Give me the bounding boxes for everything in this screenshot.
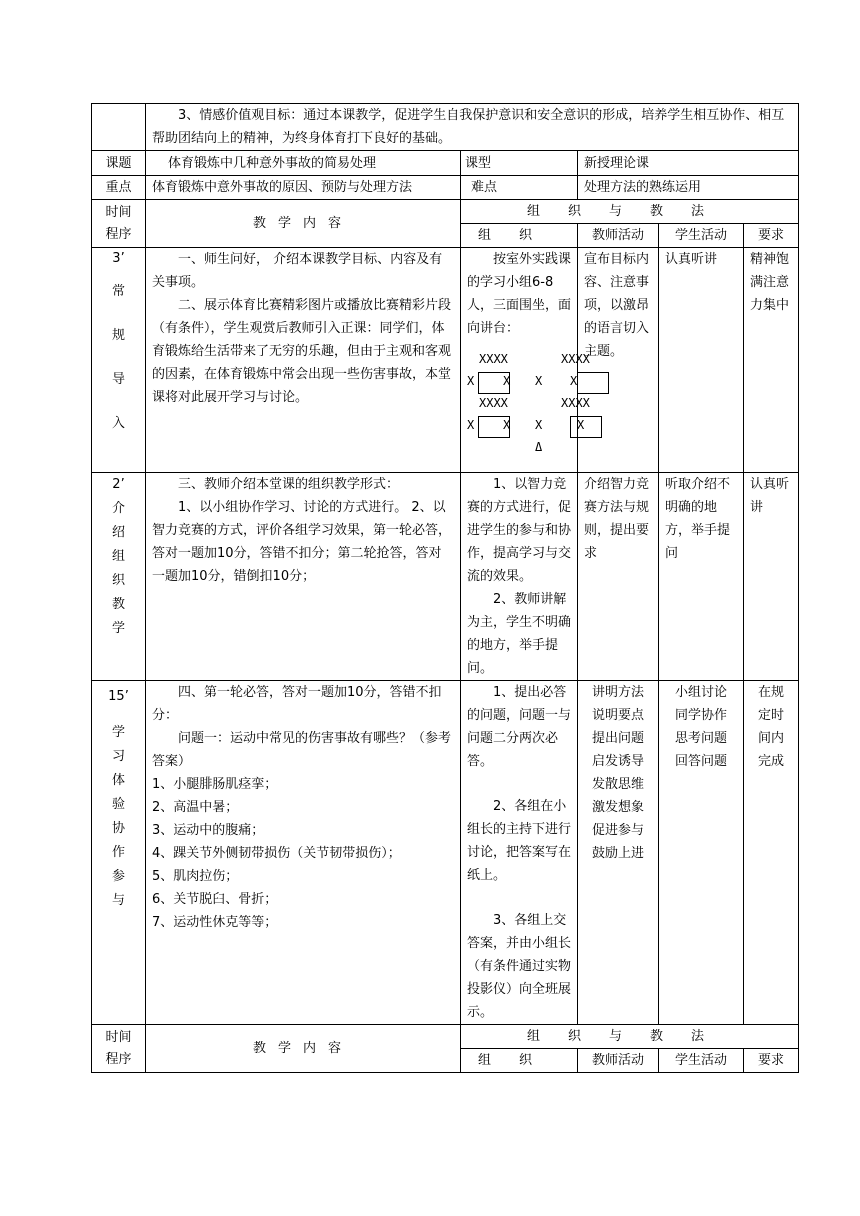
- organization-stage-char: 组: [111, 549, 125, 564]
- routine-stage-char: 规: [111, 328, 125, 343]
- answer-item: 7、运动性休克等等；: [152, 915, 278, 930]
- answer-item: 1、小腿腓肠肌痉挛；: [152, 777, 278, 792]
- organization-time-stage: [92, 473, 146, 681]
- learning-stage-char: 参: [111, 869, 125, 884]
- routine-stage-char: 入: [111, 416, 125, 431]
- organization-stage-char: 介: [111, 501, 125, 516]
- group-mark: X: [503, 374, 511, 388]
- teacher-activity-line: 说明要点: [591, 708, 644, 723]
- organization-stage-char: 学: [111, 621, 125, 636]
- goal-row: [92, 104, 799, 151]
- org-header: 组织: [461, 1049, 578, 1073]
- difficulty-value: 处理方法的熟练运用: [578, 176, 799, 200]
- answer-item: 4、踝关节外侧韧带损伤（关节韧带损伤）；: [152, 846, 401, 861]
- organization-stage-char: 教: [111, 597, 125, 612]
- content-paragraph: 二、展示体育比赛精彩图片或播放比赛精彩片段（有条件），学生观赏后教师引入正课：同学们，体育锻炼给生活带来了无穷的乐趣，但由于主观和客观的因素，在体育锻炼中常会出现一些伤害事故，本堂课将对此展开学习与讨论。: [152, 298, 452, 405]
- org-text: 1、提出必答的问题，问题一与问题二分两次必答。: [467, 685, 572, 769]
- time-header: [92, 200, 146, 248]
- desk-box: [478, 416, 510, 438]
- topic-label: 课题: [92, 151, 146, 176]
- routine-stage-char: 常: [111, 284, 125, 299]
- routine-stage-char: 导: [111, 372, 125, 387]
- section-learning-experience: [92, 681, 799, 1025]
- requirement-header: 要求: [744, 1049, 799, 1073]
- routine-time-stage: [92, 248, 146, 473]
- student-activity-line: 回答问题: [674, 754, 727, 769]
- teacher-activity-header: 教师活动: [578, 224, 659, 248]
- group-mark: XXXX: [561, 352, 590, 366]
- learning-stage-char: 验: [111, 797, 125, 812]
- learning-stage-char: 与: [111, 893, 125, 908]
- teacher-activity-line: 促进参与: [591, 823, 644, 838]
- learning-stage-char: 协: [111, 821, 125, 836]
- answer-item: 6、关节脱臼、骨折；: [152, 892, 278, 907]
- org-method-header: 组织与教法: [461, 1025, 799, 1049]
- requirement-line: 完成: [758, 754, 785, 769]
- organization-content: [146, 473, 461, 681]
- routine-requirement: 精神饱满注意力集中: [744, 248, 799, 473]
- requirement-line: 在规: [758, 685, 785, 700]
- time-header-line2: 程序: [105, 1051, 132, 1067]
- student-activity-header: 学生活动: [659, 1049, 744, 1073]
- student-activity-line: 同学协作: [674, 708, 727, 723]
- organization-requirement: 认真听讲: [744, 473, 799, 681]
- organization-time: 2’: [112, 477, 125, 492]
- type-label: 课型: [461, 151, 578, 176]
- teacher-mark: Δ: [535, 440, 543, 454]
- organization-student-activity: 听取介绍不明确的地方，举手提问: [659, 473, 744, 681]
- requirement-line: 间内: [758, 731, 785, 746]
- student-activity-line: 思考问题: [674, 731, 727, 746]
- teacher-activity-line: 激发想象: [591, 800, 644, 815]
- requirement-line: 定时: [758, 708, 785, 723]
- time-header-line2: 程序: [105, 226, 132, 242]
- learning-stage-char: 作: [111, 845, 125, 860]
- key-row: [92, 176, 799, 200]
- content-header: 教学内容: [146, 200, 461, 248]
- desk-box: [478, 372, 510, 394]
- header-row-1: [92, 200, 799, 224]
- org-text: 3、各组上交答案，并由小组长（有条件通过实物投影仪）向全班展示。: [467, 913, 572, 1020]
- answer-item: 2、高温中暑；: [152, 800, 239, 815]
- routine-organization: [461, 248, 590, 473]
- teacher-activity-line: 提出问题: [591, 731, 644, 746]
- routine-teacher-activity: 宣布目标内容、注意事项，以激昂的语言切入主题。: [578, 248, 659, 473]
- group-mark: XXXX: [479, 352, 508, 366]
- learning-stage-char: 学: [111, 725, 125, 740]
- group-mark: XXXX: [561, 396, 590, 410]
- learning-organization: [461, 681, 578, 1025]
- teacher-activity-line: 发散思维: [591, 777, 644, 792]
- learning-stage-char: 体: [111, 773, 125, 788]
- routine-content: [146, 248, 461, 473]
- footer-header-row-1: [92, 1025, 799, 1049]
- learning-content: [146, 681, 461, 1025]
- learning-time-stage: [92, 681, 146, 1025]
- group-mark: X: [467, 374, 475, 388]
- learning-requirement: [744, 681, 799, 1025]
- content-paragraph: 四、第一轮必答，答对一题加10分，答错不扣分：: [152, 685, 442, 723]
- student-activity-header: 学生活动: [659, 224, 744, 248]
- content-paragraph: 1、以小组协作学习、讨论的方式进行。 2、以智力竞赛的方式，评价各组学习效果，第一轮必答，答对一题加10分，答错不扣分；第二轮抢答，答对一题加10分，错倒扣10分；: [152, 500, 452, 584]
- teacher-activity-line: 启发诱导: [591, 754, 644, 769]
- teacher-activity-header: 教师活动: [578, 1049, 659, 1073]
- key-label: 重点: [92, 176, 146, 200]
- answer-item: 5、肌肉拉伤；: [152, 869, 239, 884]
- group-mark: X: [467, 418, 475, 432]
- org-text: 1、以智力竞赛的方式进行，促进学生的参与和协作，提高学习与交流的效果。: [467, 477, 572, 584]
- desk-box: [570, 416, 602, 438]
- seating-diagram: [467, 348, 590, 458]
- learning-teacher-activity: [578, 681, 659, 1025]
- key-value: 体育锻炼中意外事故的原因、预防与处理方法: [146, 176, 461, 200]
- content-paragraph: 一、师生问好， 介绍本课教学目标、内容及有关事项。: [152, 252, 443, 290]
- goal-empty-cell: [92, 104, 146, 151]
- section-routine-intro: [92, 248, 799, 473]
- affective-goal: 3、情感价值观目标：通过本课教学，促进学生自我保护意识和安全意识的形成，培养学生相互协作、相互帮助团结向上的精神，为终身体育打下良好的基础。: [146, 104, 799, 151]
- time-header-line1: 时间: [105, 1029, 132, 1045]
- learning-student-activity: [659, 681, 744, 1025]
- learning-time: 15’: [108, 689, 129, 704]
- student-activity-line: 小组讨论: [674, 685, 727, 700]
- routine-time: 3’: [112, 251, 125, 266]
- lesson-plan-table: [91, 103, 799, 1073]
- topic-value: 体育锻炼中几种意外事故的简易处理: [146, 151, 461, 176]
- organization-organization: [461, 473, 578, 681]
- desk-box: [577, 372, 609, 394]
- org-text: 2、教师讲解为主，学生不明确的地方，举手提问。: [467, 592, 572, 676]
- answer-item: 3、运动中的腹痛；: [152, 823, 265, 838]
- topic-row: [92, 151, 799, 176]
- group-mark: XXXX: [479, 396, 508, 410]
- org-text: 2、各组在小组长的主持下进行讨论，把答案写在纸上。: [467, 799, 572, 883]
- teacher-activity-line: 鼓励上进: [591, 846, 644, 861]
- org-text: 按室外实践课的学习小组6-8人，三面围坐，面向讲台：: [467, 252, 572, 336]
- organization-stage-char: 织: [111, 573, 125, 588]
- content-header: 教学内容: [146, 1025, 461, 1073]
- difficulty-label: 难点: [461, 176, 578, 200]
- org-header: 组织: [461, 224, 578, 248]
- group-mark: X: [577, 418, 585, 432]
- time-header-line1: 时间: [105, 204, 132, 220]
- group-mark: X: [503, 418, 511, 432]
- requirement-header: 要求: [744, 224, 799, 248]
- content-paragraph: 三、教师介绍本堂课的组织教学形式：: [178, 477, 400, 492]
- org-method-header: 组织与教法: [461, 200, 799, 224]
- routine-student-activity: 认真听讲: [659, 248, 744, 473]
- type-value: 新授理论课: [578, 151, 799, 176]
- content-paragraph: 问题一：运动中常见的伤害事故有哪些？（参考答案）: [152, 731, 452, 769]
- section-organization-intro: [92, 473, 799, 681]
- group-mark: X: [570, 374, 578, 388]
- learning-stage-char: 习: [111, 749, 125, 764]
- group-mark: X: [535, 374, 543, 388]
- organization-teacher-activity: 介绍智力竞赛方法与规则，提出要求: [578, 473, 659, 681]
- organization-stage-char: 绍: [111, 525, 125, 540]
- group-mark: X: [535, 418, 543, 432]
- time-header: [92, 1025, 146, 1073]
- teacher-activity-line: 讲明方法: [591, 685, 644, 700]
